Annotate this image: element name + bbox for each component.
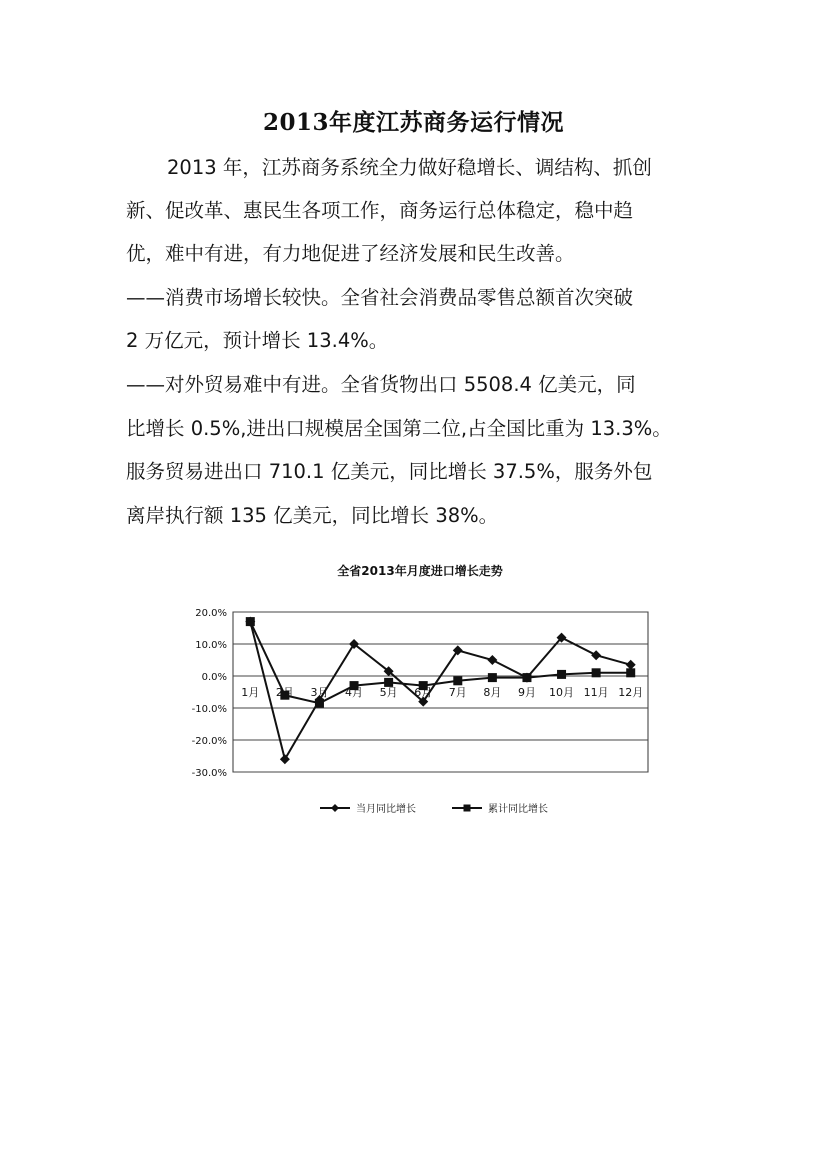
- y-tick-labels: [192, 608, 227, 779]
- y-tick-label: -30.0%: [191, 768, 227, 779]
- paragraph-line: 离岸执行额 135 亿美元，同比增长 38%。: [126, 504, 499, 527]
- y-tick-label: 10.0%: [195, 640, 227, 651]
- x-tick-label: 4月: [345, 686, 364, 699]
- legend-label: 累计同比增长: [488, 804, 548, 815]
- paragraph-line: 2 万亿元，预计增长 13.4%。: [126, 329, 389, 352]
- paragraph-line: 新、促改革、惠民生各项工作，商务运行总体稳定，稳中趋: [126, 199, 634, 222]
- series-layer: [245, 617, 635, 765]
- data-point-square: [626, 668, 635, 677]
- data-point-square: [488, 673, 497, 682]
- data-point-square: [522, 673, 531, 682]
- x-tick-label: 3月: [310, 686, 329, 699]
- document-title: 2013年度江苏商务运行情况: [262, 109, 564, 136]
- legend-marker-square: [464, 805, 471, 812]
- data-point-diamond: [487, 655, 497, 665]
- data-point-square: [246, 617, 255, 626]
- y-tick-label: 20.0%: [195, 608, 227, 619]
- data-point-diamond: [280, 754, 290, 764]
- x-tick-label: 2月: [275, 686, 294, 699]
- y-tick-label: -20.0%: [191, 736, 227, 747]
- paragraph-line: 比增长 0.5%,进出口规模居全国第二位,占全国比重为 13.3%。: [126, 417, 672, 440]
- data-point-square: [557, 670, 566, 679]
- x-tick-label: 7月: [448, 686, 467, 699]
- x-tick-label: 11月: [583, 686, 609, 699]
- data-point-diamond: [591, 650, 601, 660]
- x-tick-label: 6月: [414, 686, 433, 699]
- data-point-square: [453, 676, 462, 685]
- x-tick-label: 1月: [241, 686, 260, 699]
- y-tick-label: -10.0%: [191, 704, 227, 715]
- legend-label: 当月同比增长: [356, 804, 416, 815]
- line-chart: [160, 560, 680, 830]
- paragraph-line: ——消费市场增长较快。全省社会消费品零售总额首次突破: [126, 286, 634, 309]
- x-tick-label: 9月: [517, 686, 536, 699]
- data-point-square: [592, 668, 601, 677]
- x-tick-labels: [241, 686, 643, 699]
- x-tick-label: 10月: [549, 686, 575, 699]
- paragraph-line: 服务贸易进出口 710.1 亿美元，同比增长 37.5%，服务外包: [126, 460, 653, 483]
- legend-marker-diamond: [331, 804, 339, 812]
- data-point-square: [315, 699, 324, 708]
- legend: [320, 802, 548, 815]
- chart-title: 全省2013年月度进口增长走势: [337, 564, 503, 578]
- chart-svg: [160, 560, 680, 830]
- paragraph-line: 优，难中有进，有力地促进了经济发展和民生改善。: [126, 242, 575, 265]
- paragraph-line: ——对外贸易难中有进。全省货物出口 5508.4 亿美元，同: [126, 373, 636, 396]
- paragraph-line: 2013 年，江苏商务系统全力做好稳增长、调结构、抓创: [167, 156, 652, 179]
- x-tick-label: 8月: [483, 686, 502, 699]
- x-tick-label: 5月: [379, 686, 398, 699]
- y-tick-label: 0.0%: [201, 672, 227, 683]
- x-tick-label: 12月: [618, 686, 644, 699]
- data-point-diamond: [626, 660, 636, 670]
